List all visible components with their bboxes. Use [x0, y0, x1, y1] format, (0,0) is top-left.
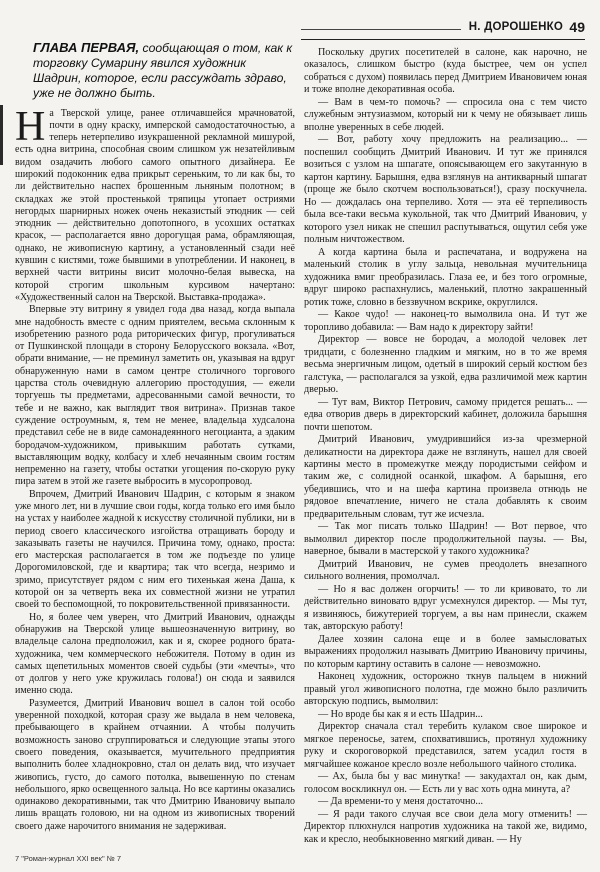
paragraph: — Но вроде бы как я и есть Шадрин... — [318, 708, 483, 720]
drop-cap: Н — [15, 103, 46, 150]
paragraph: Директор — вовсе не бородач, а молодой человек лет тридцати, с болезненно гладким и мягким, но в то же время весьма энергичным лицом, одетый в широкий серый костюм без галстука, — располагался за узкой, едва различимой меж картин дверью. — [304, 334, 587, 396]
header-rule — [301, 29, 461, 30]
chapter-title — [33, 40, 295, 101]
paragraph: — Но я вас должен огорчить! — то ли кривовато, то ли действительно виновато вдруг усмехнулся директор. — Мы тут, я извиняюсь, бижутерией торгуем, а вы нам принесли, скажем так, авторскую работу! — [304, 583, 587, 633]
paragraph: — Вот, работу хочу предложить на реализацию... — поспешил сообщить Дмитрий Иванович. И тут же принялся возиться с узлом на шпагате, опоясывающем его закутанную в картон картину. Барышня, едва взглянув на антикварный шпагат (проще же было скотчем воспользоваться!), сразу поскучнела. Но — дождалась она терпеливо. Хотя — эта её терпеливость была все-таки весьма кукольной, так что Дмитрий Иванович, у которого узел никак не спешил распутываться, ощутил себя уже полным ничтожеством. — [304, 134, 587, 246]
paragraph: Дмитрий Иванович, умудрившийся из-за чрезмерной деликатности на директора даже не взглянуть, нашел для своей картины место в промежутке между породистыми сейфом и таким же, с солидной осанкой, шкафом. А барышня, его убедившись, что и на шефа картина произвела отнюдь не рядовое впечатление, ничего не стала добавлять к своим предварительным словам, тут же исчезла. — [304, 434, 587, 520]
paragraph: Но, я более чем уверен, что Дмитрий Иванович, однажды обнаружив на Тверской улице вышеозначенную витрину, во владельце салона предположил, как и я, скорее родного брата-художника, чем коммерческого небожителя. Потому в один из самых щепетильных моментов своей судьбы (эти «мечты», что от долгов у него уже кружилась голова!) он сюда и заявился именно сюда. — [15, 611, 295, 697]
running-header — [301, 19, 585, 40]
binding-edge — [0, 105, 3, 165]
paragraph — [15, 103, 295, 305]
paragraph: Впрочем, Дмитрий Иванович Шадрин, с которым я знаком уже много лет, ни в лучшие свои годы, когда только его имя было на устах у наиболее жадной к искусству столичной публики, ни в период своего классического изгойства отращивать бороду и заказывать газеты не научился. Причина тому, однако, проста: его мастерская располагается в том же подъезде по улице Дорогомиловской, где и квартира; так что всегда, незримо и зримо, присутствует рядом с ним его тихенькая жена Даша, к которой он за четверть века их совместной жизни не утратил своей то беспомощной, то покровительственной привязанности. — [15, 488, 295, 611]
paragraph: Директор сначала стал теребить кулаком свое широкое и мягкое переносье, затем, спохватившись, протянул художнику руку и скороговоркой представился, затем усадил гостя в мягчайшее кожаное кресло возле небольшого чайного столика. — [304, 721, 587, 770]
page-footer: 7 "Роман-журнал XXI век" № 7 — [15, 854, 122, 863]
chapter-title-bold: ГЛАВА ПЕРВАЯ, — [33, 40, 140, 55]
left-column — [15, 40, 295, 833]
paragraph: Разумеется, Дмитрий Иванович вошел в салон той особо уверенной походкой, которая сразу же выдала в нем человека, пребывающего в крайнем отчаянии. А чтобы получить возможность заново сгруппироваться и следующие этапы этого своего поведения, оказывается, мучительного предприятия выполнить более хладнокровно, стал он делать вид, что изучает живопись, густо, до самого потолка, вывешенную по стенам небольшого, ярко освещенного зальца. Но все картины оказались одинаково декоративными, так что Дмитрию Ивановичу выпало лишь вращать головою, ни на одном из живописных творений своего даже нарочитого внимания не задерживая. — [15, 697, 295, 832]
paragraph-text: а Тверской улице, ранее отличавшейся мрачноватой, почти в одну краску, имперской самодостаточностью, а теперь нетерпеливо изукрашенной рекламной мишурой, есть одна витрина, способная своим слишком уж незатейливым видом озадачить любого самого опытного дизайнера. Ее широкий подоконник едва прикрыт сереньким, то ли как бы, то ли действительно наспех брошенным льняным полотном; в складках же этой простенькой тряпицы утопает остриями негордых шарнирных ножек очень неказистый этюдник — сей этюдник — действительно допотопного, в усохших остатках красок, — располагается явно дорогущая рама, обрамляющая, однако, не живописную картину, а установленный сзади неё кувшин с кистями, тоже бывшими в употреблении. И наконец, в верхней части витрины висит молочно-белая вывеска, на которой строгим школьным курсивом начертано: «Художественный салон на Тверской. Выставка-продажа». — [15, 107, 295, 303]
paragraph: — Какое чудо! — наконец-то вымолвила она. И тут же торопливо добавила: — Вам надо к директору зайти! — [304, 309, 587, 333]
chapter-title-rest: сообщающая о том, как к торговку Сумарину явился художник Шадрин, которое, если рассуждать здраво, уже не должно быть. — [33, 41, 293, 100]
header-author: Н. ДОРОШЕНКО — [468, 21, 563, 33]
paragraph: — Тут вам, Виктор Петрович, самому придется решать... — едва отворив дверь в директорский кабинет, доложила барышня почти шепотом. — [304, 396, 587, 433]
paragraph: — Я ради такого случая все свои дела могу отменить! — Директор плюхнулся напротив художника на такой же, видимо, как и кресло, необыкновенно мягкий диван. — Ну — [304, 808, 587, 845]
paragraph: Поскольку других посетителей в салоне, как нарочно, не оказалось, слишком быстро (куда быстрее, чем он успел собраться с духом) появилась перед Дмитрием Ивановичем юная и тоже вполне декоративная особа. — [304, 47, 587, 96]
paragraph: — Да времени-то у меня достаточно... — [318, 796, 484, 808]
paragraph: — Вам в чем-то помочь? — спросила она с тем чисто служебным энтузиазмом, который ни к чему не обязывает лишь вполне уверенных в себе людей. — [304, 96, 587, 133]
paragraph: Наконец художник, осторожно ткнув пальцем в нижний правый угол живописного полотна, где можно было различить авторскую подпись, вымолвил: — [304, 671, 587, 708]
right-column — [304, 47, 587, 846]
paragraph: А когда картина была и распечатана, и водружена на маленький столик в углу зальца, невольная мучительница художника вмиг преобразилась. Глаза ее, и без того огромные, вдруг широко распахнулись, маленький, плотно закрашенный ротик тоже, словно в беззвучном вскрике, округлился. — [304, 246, 587, 308]
page-number: 49 — [569, 19, 585, 35]
paragraph: Впервые эту витрину я увидел года два назад, когда выпала мне надобность вместе с одним приятелем, весьма склонным к изобретению разного рода риторических фигур, прогуливаться от Пушкинской площади в сторону Белорусского вокзала. «Вот, обрати внимание, — не преминул заметить он, указывая на вдруг обнаруженную нами в самом центре столичного торгового царства столь очевидную аллегорию простодушия, — ежели торгуешь ты предметами, адресованными самой вечности, то тебе и не важно, как выглядит твоя витрина». Признав такое суждение остроумным, я, тем не менее, владельца худсалона представил себе не в виде самонадеянного негоцианта, а эдаким бородачом-художником, привыкшим работать сутками, выставляющим водку, колбасу и хлеб нечаянным своим гостям непременно на газету, чтобы остатки угощения по-скорую руку пира затем в этой же газете выбросить в мусоропровод. — [15, 304, 295, 488]
paragraph: Дмитрий Иванович, не сумев преодолеть внезапного сильного волнения, промолчал. — [304, 558, 587, 583]
paragraph: — Так мог писать только Шадрин! — Вот первое, что вымолвил директор после продолжительной паузы. — Вы, наверное, бывали в мастерской у такого художника? — [304, 521, 587, 558]
paragraph: Далее хозяин салона еще и в более замысловатых выражениях продолжил называть Дмитрию Ивановичу причины, по которым картину оставить в салоне — невозможно. — [304, 633, 587, 670]
paragraph: — Ах, была бы у вас минутка! — закудахтал он, как дым, голосом воскликнул он. — Есть ли у вас хоть одна минута, а? — [304, 771, 587, 795]
